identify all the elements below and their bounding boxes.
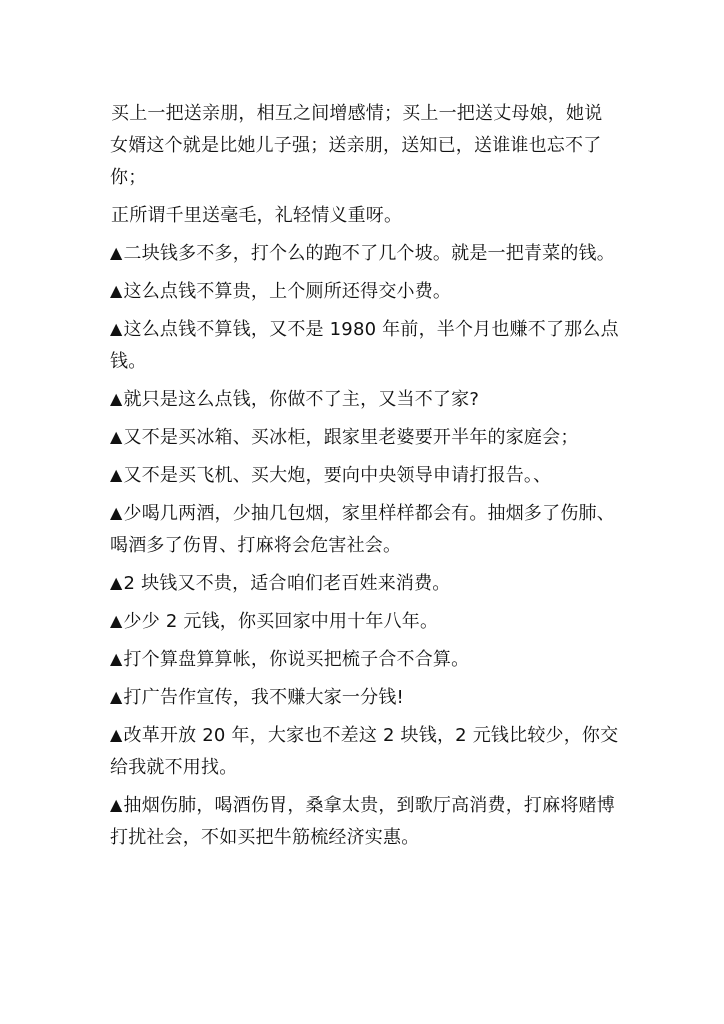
paragraph <box>110 238 620 270</box>
triangle-bullet-icon: ▲ <box>110 573 123 592</box>
paragraph-text: 就只是这么点钱，你做不了主，又当不了家? <box>123 389 480 410</box>
paragraph <box>110 790 620 854</box>
paragraph-text: 二块钱多不多，打个么的跑不了几个坡。就是一把青菜的钱。 <box>123 243 615 264</box>
triangle-bullet-icon: ▲ <box>110 427 123 446</box>
paragraph <box>110 314 620 378</box>
triangle-bullet-icon: ▲ <box>110 795 123 814</box>
paragraph <box>110 606 620 638</box>
paragraph <box>110 422 620 454</box>
paragraph <box>110 460 620 492</box>
paragraph-text: 这么点钱不算贵，上个厕所还得交小费。 <box>123 281 452 302</box>
triangle-bullet-icon: ▲ <box>110 611 123 630</box>
paragraph <box>110 682 620 714</box>
paragraph-text: 这么点钱不算钱，又不是 1980 年前，半个月也赚不了那么点钱。 <box>110 319 619 372</box>
triangle-bullet-icon: ▲ <box>110 389 123 408</box>
paragraph <box>110 498 620 562</box>
paragraph <box>110 720 620 784</box>
paragraph-text: 打广告作宣传，我不赚大家一分钱! <box>123 687 404 708</box>
paragraph-text: 正所谓千里送毫毛，礼轻情义重呀。 <box>111 205 403 226</box>
triangle-bullet-icon: ▲ <box>110 243 123 262</box>
triangle-bullet-icon: ▲ <box>110 465 123 484</box>
paragraph <box>110 384 620 416</box>
paragraph-text: 抽烟伤肺，喝酒伤胃，桑拿太贵，到歌厅高消费，打麻将赌博打扰社会，不如买把牛筋梳经济实惠。 <box>110 795 615 848</box>
triangle-bullet-icon: ▲ <box>110 503 123 522</box>
paragraph-text: 买上一把送亲朋，相互之间增感情；买上一把送丈母娘，她说女婿这个就是比她儿子强；送亲朋，送知已，送谁谁也忘不了你； <box>110 103 603 188</box>
triangle-bullet-icon: ▲ <box>110 725 123 744</box>
paragraph-text: 打个算盘算算帐，你说买把梳子合不合算。 <box>123 649 470 670</box>
triangle-bullet-icon: ▲ <box>110 687 123 706</box>
triangle-bullet-icon: ▲ <box>110 319 123 338</box>
paragraph-text: 少喝几两酒，少抽几包烟，家里样样都会有。抽烟多了伤肺、喝酒多了伤胃、打麻将会危害社会。 <box>110 503 615 556</box>
paragraph-text: 少少 2 元钱，你买回家中用十年八年。 <box>123 611 439 632</box>
paragraph <box>110 200 620 232</box>
paragraph-text: 2 块钱又不贵，适合咱们老百姓来消费。 <box>123 573 451 594</box>
document-body <box>110 98 620 854</box>
paragraph <box>110 568 620 600</box>
paragraph-text: 又不是买冰箱、买冰柜，跟家里老婆要开半年的家庭会； <box>123 427 579 448</box>
paragraph-text: 又不是买飞机、买大炮，要向中央领导申请打报告。、 <box>123 465 552 486</box>
paragraph <box>110 98 620 194</box>
triangle-bullet-icon: ▲ <box>110 281 123 300</box>
paragraph <box>110 276 620 308</box>
paragraph <box>110 644 620 676</box>
triangle-bullet-icon: ▲ <box>110 649 123 668</box>
paragraph-text: 改革开放 20 年，大家也不差这 2 块钱，2 元钱比较少，你交给我就不用找。 <box>110 725 619 778</box>
